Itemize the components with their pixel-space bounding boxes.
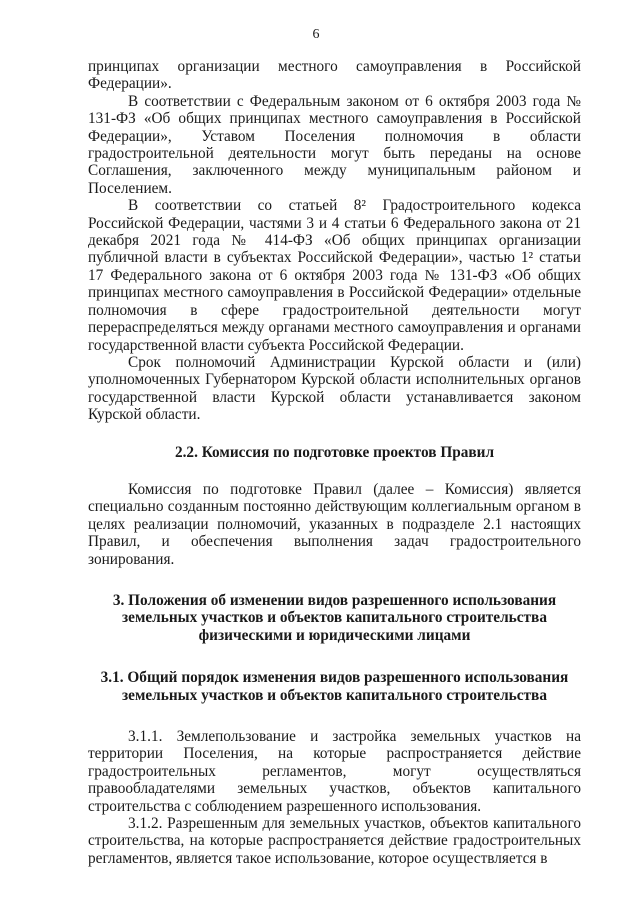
- paragraph-term-of-powers: Срок полномочий Администрации Курской области и (или) уполномоченных Губернатором Курской области исполнительных органов государственной власти Курской области устанавливается законом Курской области.: [88, 353, 581, 424]
- section-3-1-heading: [88, 669, 581, 704]
- paragraph-intro-continuation: принципах организации местного самоуправления в Российской Федерации».: [88, 58, 581, 93]
- page-number: 6: [312, 27, 320, 42]
- paragraph-commission: Комиссия по подготовке Правил (далее – Комиссия) является специально созданным постоянно действующим коллегиальным органом в целях реализации полномочий, указанных в подразделе 2.1 настоящих Правил, и обеспечения выполнения задач градостроительного зонирования.: [88, 480, 581, 568]
- paragraph-3-1-1: 3.1.1. Землепользование и застройка земельных участков на территории Поселения, на которые распространяется действие градостроительных регламентов, могут осуществляться правообладателями земельных участков, объектов капитального строительства с соблюдением разрешенного использования.: [88, 728, 581, 815]
- section-3-heading-line-3: физическими и юридическими лицами: [198, 626, 471, 644]
- paragraph-federal-law-131: В соответствии с Федеральным законом от 6 октября 2003 года № 131-ФЗ «Об общих принципах местного самоуправления в Российской Федерации», Уставом Поселения полномочия в области градостроительной деятельности могут быть переданы на основе Соглашения, заключенного между муниципальным районом и Поселением.: [88, 92, 581, 197]
- document-body: [88, 58, 581, 867]
- section-3-heading: [88, 592, 581, 644]
- paragraph-3-1-2: 3.1.2. Разрешенным для земельных участков, объектов капитального строительства, на которые распространяется действие градостроительных регламентов, является такое использование, которое осуществляется в: [88, 815, 581, 867]
- section-3-heading-line-2: земельных участков и объектов капитального строительства: [122, 609, 547, 627]
- paragraph-article-8-2: В соответствии со статьей 8² Градостроительного кодекса Российской Федерации, частями 3 и 4 статьи 6 Федерального закона от 21 декабря 2021 года № 414-ФЗ «Об общих принципах организации публичной власти в субъектах Российской Федерации», частью 1² статьи 17 Федерального закона от 6 октября 2003 года № 131-ФЗ «Об общих принципах местного самоуправления в Российской Федерации» отдельные полномочия в сфере градостроительной деятельности могут перераспределяться между органами местного самоуправления и органами государственной власти субъекта Российской Федерации.: [88, 197, 581, 354]
- section-3-heading-line-1: 3. Положения об изменении видов разрешенного использования: [112, 591, 557, 609]
- section-3-1-heading-line-1: 3.1. Общий порядок изменения видов разрешенного использования: [100, 669, 569, 687]
- section-3-1-heading-line-2: земельных участков и объектов капитального строительства: [122, 686, 547, 704]
- section-2-2-heading: 2.2. Комиссия по подготовке проектов Правил: [174, 443, 495, 461]
